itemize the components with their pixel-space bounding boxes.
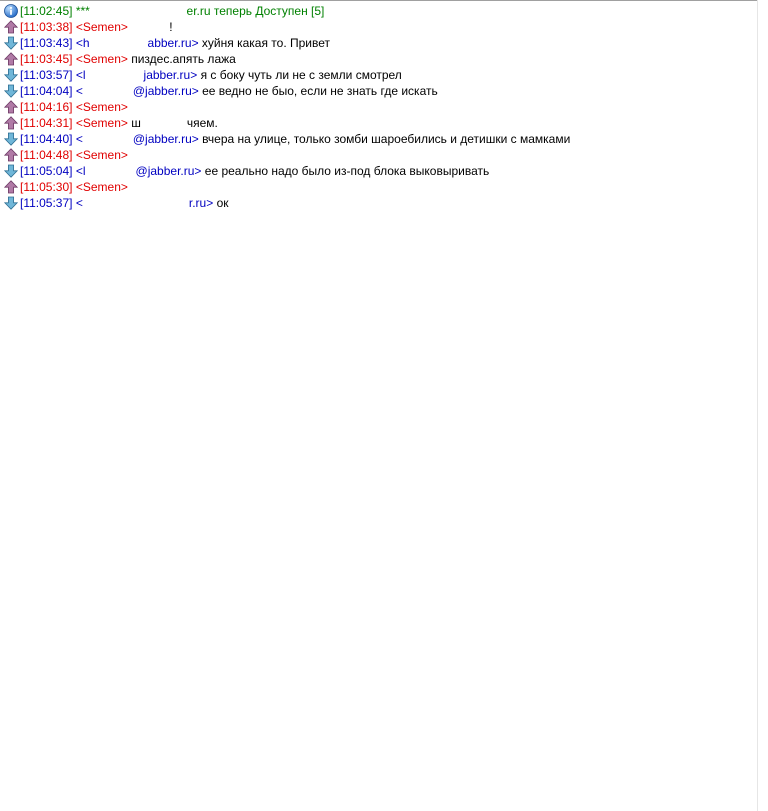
outgoing-arrow-icon — [4, 100, 18, 114]
message-text: я с боку чуть ли не с земли смотрел — [200, 68, 402, 82]
message-nick: <Semen> — [75, 52, 128, 66]
message-text: ее реально надо было из-под блока выковыривать — [204, 164, 490, 178]
message-nick-suffix: r.ru> — [188, 196, 214, 210]
message-row — [4, 163, 754, 179]
incoming-arrow-icon — [4, 196, 18, 210]
message-nick-suffix: @jabber.ru> — [132, 84, 199, 98]
message-text: ! — [169, 20, 173, 34]
message-nick: *** — [75, 4, 94, 18]
message-text: вчера на улице, только зомби шароебились и детишки с мамками — [202, 132, 571, 146]
message-nick-suffix: @jabber.ru> — [132, 132, 199, 146]
message-time: [11:03:57] — [20, 68, 73, 82]
message-time: [11:04:48] — [20, 148, 73, 162]
message-nick-suffix: jabber.ru> — [143, 68, 198, 82]
outgoing-arrow-icon — [4, 116, 18, 130]
message-nick: < — [75, 132, 83, 146]
message-text: ок — [216, 196, 229, 210]
incoming-arrow-icon — [4, 84, 18, 98]
message-row — [4, 3, 754, 19]
message-row — [4, 195, 754, 211]
message-text-suffix: чяем. — [186, 116, 218, 130]
message-time: [11:05:04] — [20, 164, 73, 178]
message-row — [4, 83, 754, 99]
message-nick: <l — [75, 68, 86, 82]
outgoing-arrow-icon — [4, 20, 18, 34]
incoming-arrow-icon — [4, 36, 18, 50]
top-border — [0, 0, 758, 1]
message-nick: <Semen> — [75, 180, 128, 194]
message-nick: <Semen> — [75, 148, 128, 162]
message-row — [4, 19, 754, 35]
outgoing-arrow-icon — [4, 148, 18, 162]
incoming-arrow-icon — [4, 132, 18, 146]
message-time: [11:05:30] — [20, 180, 73, 194]
outgoing-arrow-icon — [4, 180, 18, 194]
right-border — [757, 0, 758, 811]
message-time: [11:03:45] — [20, 52, 73, 66]
message-text: ее ведно не быо, если не знать где искать — [202, 84, 438, 98]
message-nick: <l — [75, 164, 86, 178]
outgoing-arrow-icon — [4, 52, 18, 66]
message-time: [11:02:45] — [20, 4, 73, 18]
chat-log[interactable] — [4, 3, 754, 211]
message-row — [4, 35, 754, 51]
message-row — [4, 179, 754, 195]
message-row — [4, 147, 754, 163]
message-nick: <Semen> — [75, 116, 128, 130]
message-text: er.ru теперь Доступен [5] — [186, 4, 325, 18]
message-row — [4, 131, 754, 147]
message-text: хуйня какая то. Привет — [201, 36, 331, 50]
message-nick: <h — [75, 36, 90, 50]
message-time: [11:03:43] — [20, 36, 73, 50]
message-text: пиздес.апять лажа — [131, 52, 236, 66]
message-time: [11:03:38] — [20, 20, 73, 34]
message-nick: < — [75, 196, 83, 210]
message-time: [11:04:40] — [20, 132, 73, 146]
message-time: [11:04:31] — [20, 116, 73, 130]
message-time: [11:04:16] — [20, 100, 73, 114]
message-text: ш — [131, 116, 141, 130]
message-nick-suffix: abber.ru> — [147, 36, 199, 50]
message-row — [4, 115, 754, 131]
info-icon — [4, 4, 18, 18]
message-nick: <Semen> — [75, 20, 128, 34]
message-row — [4, 67, 754, 83]
message-row — [4, 51, 754, 67]
message-nick: <Semen> — [75, 100, 128, 114]
message-time: [11:04:04] — [20, 84, 73, 98]
message-nick: < — [75, 84, 83, 98]
incoming-arrow-icon — [4, 68, 18, 82]
incoming-arrow-icon — [4, 164, 18, 178]
message-row — [4, 99, 754, 115]
message-time: [11:05:37] — [20, 196, 73, 210]
message-nick-suffix: @jabber.ru> — [135, 164, 202, 178]
